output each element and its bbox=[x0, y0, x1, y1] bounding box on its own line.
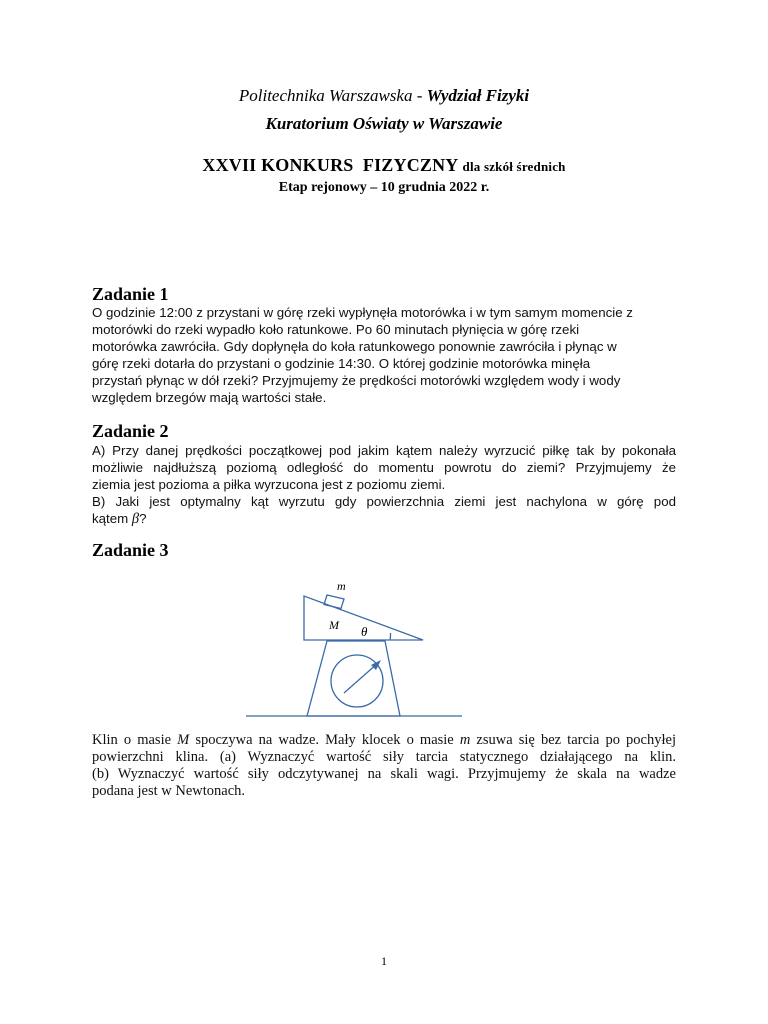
task2-line: A) Przy danej prędkości początkowej pod jakim kątem należy wyrzucić piłkę tak by pokonała bbox=[92, 443, 676, 458]
task2-line: ziemia jest pozioma a piłka wyrzucona jest z poziomu ziemi. bbox=[92, 477, 446, 492]
task1-line: górę rzeki dotarła do przystani o godzinie 14:30. O której godzinie motorówka minęła bbox=[92, 356, 591, 371]
angle-arc bbox=[390, 633, 391, 640]
task1-line: motorówka zawróciła. Gdy dopłynęła do koła ratunkowego ponownie zawróciła i płynąc w bbox=[92, 339, 617, 354]
task1-title: Zadanie 1 bbox=[92, 284, 169, 304]
header-stage: Etap rejonowy – 10 grudnia 2022 r. bbox=[278, 180, 490, 195]
task2-last-line: kątem β? bbox=[92, 511, 147, 527]
task2-line: B) Jaki jest optymalny kąt wyrzutu gdy powierzchnia ziemi jest nachylona w górę pod bbox=[92, 494, 676, 509]
beta-symbol: β bbox=[131, 511, 140, 527]
header-contest-suffix: dla szkół średnich bbox=[462, 159, 566, 174]
label-m: m bbox=[337, 579, 346, 593]
task1-line: przystań płynąc w dół rzeki? Przyjmujemy że prędkości motorówki względem wody i wody bbox=[92, 373, 621, 388]
task3-line: podana jest w Newtonach. bbox=[92, 783, 246, 799]
task1-text bbox=[92, 304, 676, 406]
task1-line: O godzinie 12:00 z przystani w górę rzeki wypłynęła motorówka i w tym samym momencie z bbox=[92, 305, 633, 320]
task3-text bbox=[92, 732, 676, 800]
task3-line: Klin o masie M spoczywa na wadze. Mały klocek o masie m zsuwa się bez tarcia po pochyłej bbox=[92, 732, 676, 748]
small-block bbox=[324, 595, 344, 609]
task3-line: (b) Wyznaczyć wartość siły odczytywanej na skali wagi. Przyjmujemy że skala na wadze bbox=[92, 766, 676, 782]
task2-line: możliwie najdłuższą poziomą odległość do momentu powrotu do ziemi? Przyjmujemy że bbox=[92, 460, 676, 475]
label-theta: θ bbox=[361, 624, 368, 639]
header-university: Politechnika Warszawska - Wydział Fizyki bbox=[238, 86, 530, 105]
header-faculty: Wydział Fizyki bbox=[426, 86, 530, 105]
task3-line: powierzchni klina. (a) Wyznaczyć wartość siły tarcia statycznego działającego na klin. bbox=[92, 749, 676, 765]
task3-title: Zadanie 3 bbox=[92, 540, 169, 560]
header-kuratorium: Kuratorium Oświaty w Warszawie bbox=[265, 114, 503, 133]
task1-line: motorówki do rzeki wypadło koło ratunkowe. Po 60 minutach płynięcia w górę rzeki bbox=[92, 322, 580, 337]
task2-text bbox=[92, 442, 676, 528]
task2-title: Zadanie 2 bbox=[92, 421, 169, 441]
scale-needle bbox=[344, 663, 378, 693]
scale-body bbox=[307, 641, 400, 716]
header-contest: XXVII KONKURS FIZYCZNY dla szkół średnich bbox=[202, 155, 566, 175]
task1-line: względem brzegów mają wartości stałe. bbox=[92, 390, 327, 405]
label-M: M bbox=[329, 618, 339, 632]
wedge-on-scale-figure bbox=[240, 577, 470, 722]
page-number: 1 bbox=[381, 954, 387, 968]
